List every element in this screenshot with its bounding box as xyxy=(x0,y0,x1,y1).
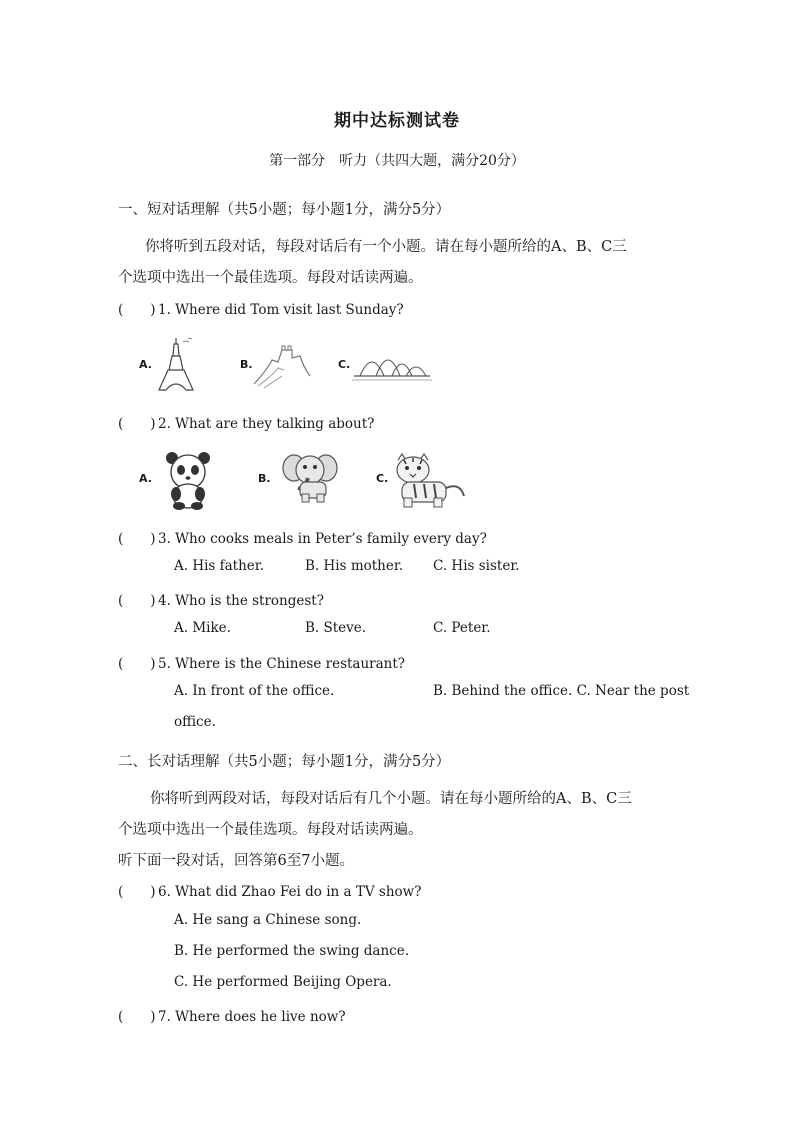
question-text: 2. What are they talking about? xyxy=(158,416,375,432)
question-text: 7. Where does he live now? xyxy=(158,1009,346,1025)
answer-blank[interactable]: ( ) xyxy=(118,656,156,672)
question-1 xyxy=(118,298,404,318)
question-5 xyxy=(118,652,405,672)
option-c[interactable]: C. He performed Beijing Opera. xyxy=(174,974,392,990)
elephant-icon[interactable] xyxy=(280,450,342,504)
answer-blank[interactable]: ( ) xyxy=(118,302,156,318)
answer-blank[interactable]: ( ) xyxy=(118,416,156,432)
question-3 xyxy=(118,527,487,547)
section2-instruction-line3: 听下面一段对话，回答第6至7小题。 xyxy=(118,853,354,869)
page-title: 期中达标测试卷 xyxy=(334,111,460,131)
question-text: 3. Who cooks meals in Peter’s family every day? xyxy=(158,531,487,547)
option-a[interactable]: A. In front of the office. xyxy=(174,683,335,699)
option-b-label: B. xyxy=(258,472,271,485)
option-a[interactable]: A. He sang a Chinese song. xyxy=(174,912,362,928)
option-c-label: C. xyxy=(376,472,389,485)
option-b-c[interactable]: B. Behind the office. C. Near the post xyxy=(433,683,690,699)
section2-heading: 二、长对话理解（共5小题；每小题1分，满分5分） xyxy=(118,754,451,770)
option-a-label: A. xyxy=(139,358,152,371)
section1-instruction-line2: 个选项中选出一个最佳选项。每段对话读两遍。 xyxy=(118,270,423,286)
section2-instruction-line2: 个选项中选出一个最佳选项。每段对话读两遍。 xyxy=(118,822,423,838)
option-c[interactable]: C. Peter. xyxy=(433,620,491,636)
option-a[interactable]: A. Mike. xyxy=(174,620,231,636)
option-b[interactable]: B. His mother. xyxy=(305,558,404,574)
option-b-label: B. xyxy=(240,358,253,371)
option-a-label: A. xyxy=(139,472,152,485)
section1-instruction-line1: 你将听到五段对话，每段对话后有一个小题。请在每小题所给的A、B、C三 xyxy=(145,239,627,255)
eiffel-tower-icon[interactable] xyxy=(155,336,197,392)
question-2 xyxy=(118,412,374,432)
option-c-label: C. xyxy=(338,358,351,371)
question-4 xyxy=(118,589,324,609)
panda-icon[interactable] xyxy=(160,448,216,510)
part-subtitle: 第一部分 听力（共四大题，满分20分） xyxy=(269,153,525,169)
answer-blank[interactable]: ( ) xyxy=(118,531,156,547)
option-b[interactable]: B. He performed the swing dance. xyxy=(174,943,409,959)
question-text: 6. What did Zhao Fei do in a TV show? xyxy=(158,884,422,900)
section2-instruction-line1: 你将听到两段对话，每段对话后有几个小题。请在每小题所给的A、B、C三 xyxy=(150,791,632,807)
answer-blank[interactable]: ( ) xyxy=(118,884,156,900)
option-c[interactable]: C. His sister. xyxy=(433,558,520,574)
great-wall-icon[interactable] xyxy=(252,340,312,390)
question-6 xyxy=(118,880,421,900)
sydney-opera-house-icon[interactable] xyxy=(350,342,434,382)
tiger-icon[interactable] xyxy=(388,452,468,510)
section1-heading: 一、短对话理解（共5小题；每小题1分，满分5分） xyxy=(118,202,451,218)
answer-blank[interactable]: ( ) xyxy=(118,1009,156,1025)
question-text: 1. Where did Tom visit last Sunday? xyxy=(158,302,404,318)
option-b[interactable]: B. Steve. xyxy=(305,620,367,636)
question-7 xyxy=(118,1005,346,1025)
option-c-continued: office. xyxy=(174,714,216,730)
answer-blank[interactable]: ( ) xyxy=(118,593,156,609)
question-text: 4. Who is the strongest? xyxy=(158,593,324,609)
question-text: 5. Where is the Chinese restaurant? xyxy=(158,656,406,672)
option-a[interactable]: A. His father. xyxy=(174,558,265,574)
